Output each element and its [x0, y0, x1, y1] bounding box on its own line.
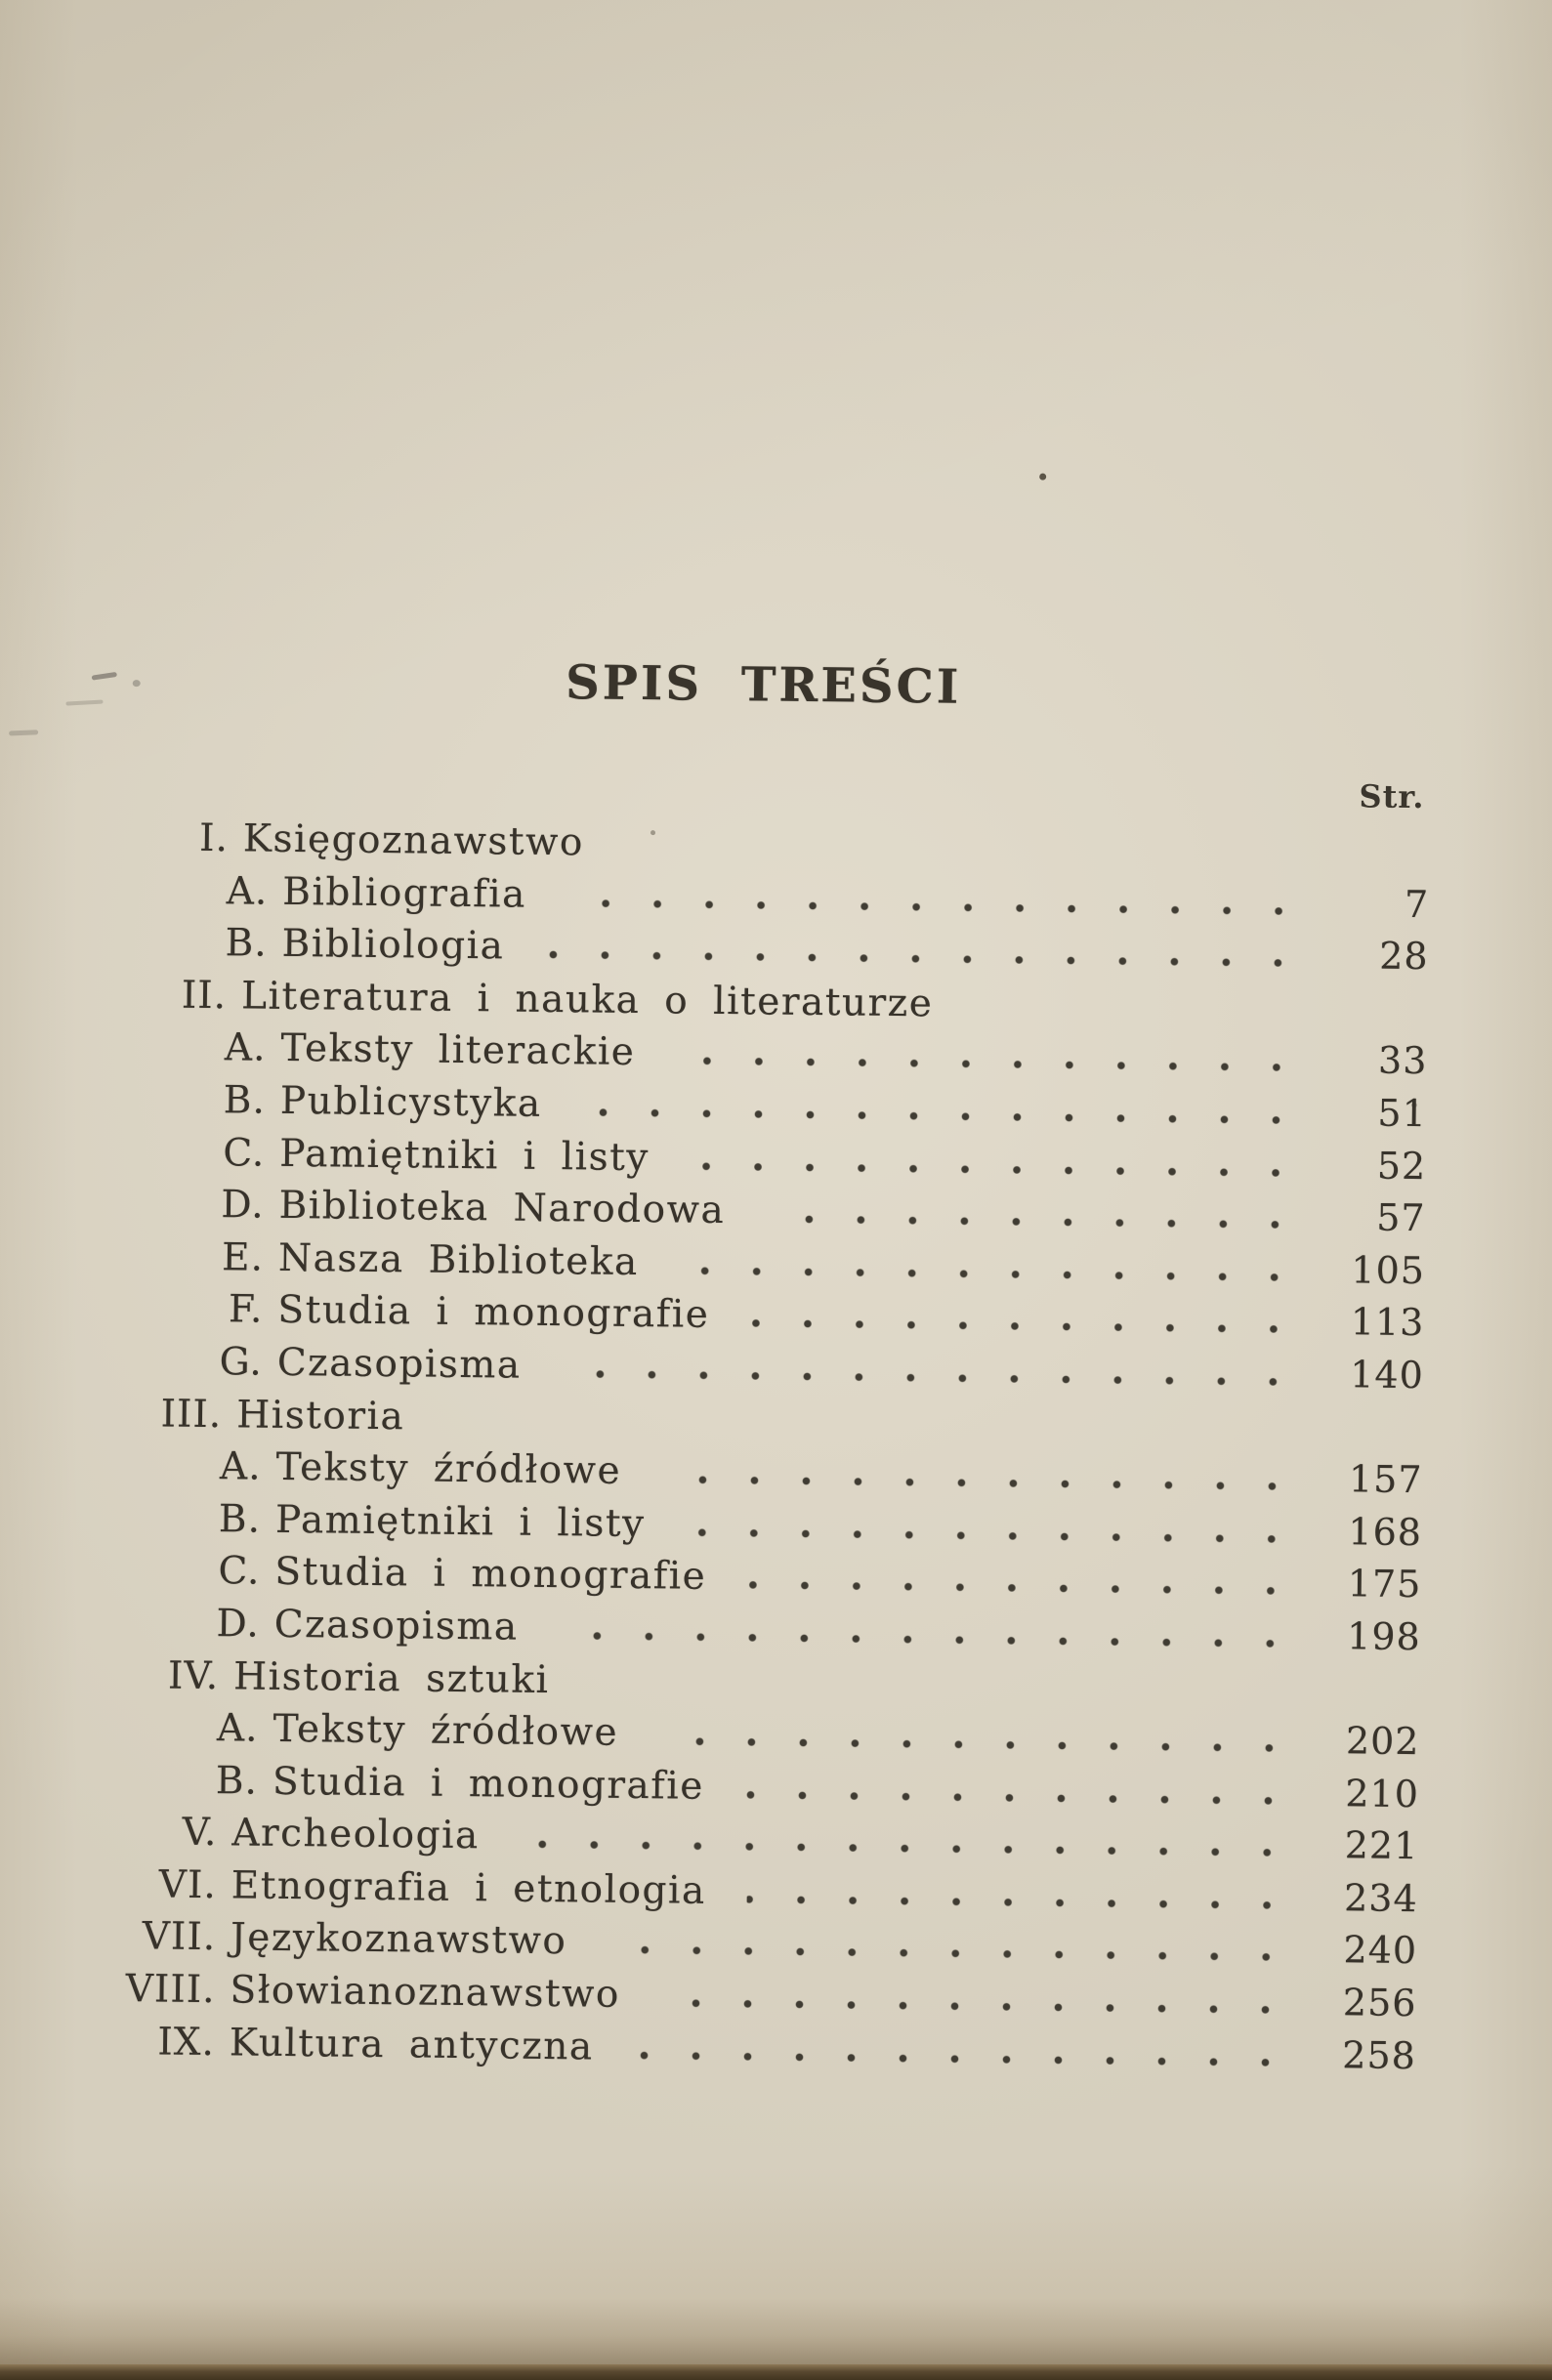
page-bottom-shadow [0, 2298, 1552, 2366]
dot-leader [563, 1369, 1299, 1387]
dot-leader [747, 1581, 1296, 1596]
toc-entry-label: Czasopisma [273, 1602, 519, 1649]
toc-entry-label: Historia sztuki [232, 1653, 550, 1702]
toc-entry-numeral: A. [226, 868, 269, 914]
toc-entry-label: Kultura antyczna [229, 2020, 594, 2069]
toc-entry-page-number: 7 [1404, 882, 1430, 926]
toc-list [47, 817, 1431, 2089]
toc-entry-label: Czasopisma [276, 1340, 522, 1388]
toc-entry-label: Historia [235, 1392, 405, 1439]
dot-leader [635, 2051, 1291, 2067]
toc-entry-numeral: II. [181, 973, 228, 1019]
toc-entry-label: Etnografia i etnologia [231, 1863, 707, 1913]
toc-entry-numeral: A. [219, 1444, 262, 1489]
toc-entry-label: Archeologia [231, 1811, 481, 1858]
toc-entry-numeral: IX. [157, 2020, 216, 2065]
toc-entry-numeral: E. [221, 1234, 265, 1280]
book-bottom-edge [0, 2364, 1552, 2380]
toc-entry-label: Teksty źródłowe [275, 1444, 622, 1493]
dot-leader [691, 1161, 1301, 1177]
toc-entry-page-number: 256 [1342, 1981, 1417, 2025]
toc-entry-label: Słowianoznawstwo [230, 1968, 621, 2017]
toc-entry-label: Literatura i nauka o literaturze [240, 974, 934, 1026]
toc-entry-numeral: VII. [142, 1914, 217, 1960]
dot-leader [567, 898, 1305, 916]
toc-entry-page-number: 221 [1344, 1823, 1419, 1868]
toc-entry-label: Nasza Biblioteka [277, 1235, 640, 1284]
page-title: SPIS TREŚCI [565, 655, 962, 715]
toc-entry-numeral: A. [224, 1025, 267, 1071]
toc-entry-page-number: 33 [1377, 1038, 1428, 1083]
toc-entry-label: Studia i monografie [272, 1759, 705, 1809]
toc-entry-numeral: VI. [158, 1862, 218, 1908]
toc-entry-numeral: III. [160, 1392, 223, 1437]
dot-leader [661, 1998, 1292, 2014]
page-number-column-header: Str. [1359, 777, 1425, 816]
toc-entry-page-number: 52 [1376, 1144, 1427, 1188]
toc-entry-label: Pamiętniki i listy [279, 1131, 650, 1180]
toc-entry-numeral: B. [225, 921, 268, 966]
toc-entry-page-number: 28 [1379, 934, 1429, 979]
toc-entry-label: Biblioteka Narodowa [278, 1184, 726, 1233]
toc-entry-label: Teksty literackie [280, 1026, 636, 1075]
dot-leader [521, 1840, 1294, 1858]
toc-entry-numeral: C. [218, 1549, 261, 1594]
toc-entry-page-number: 202 [1345, 1719, 1420, 1764]
toc-entry-label: Bibliologia [281, 922, 505, 969]
toc-entry-numeral: B. [215, 1758, 259, 1804]
toc-entry-label: Studia i monografie [277, 1288, 710, 1338]
toc-entry-numeral: C. [223, 1130, 266, 1176]
toc-entry-page-number: 234 [1343, 1876, 1418, 1921]
toc-entry-page-number: 140 [1349, 1353, 1425, 1398]
dot-leader [686, 1527, 1296, 1543]
toc-entry-page-number: 105 [1351, 1248, 1426, 1292]
dot-leader [766, 1215, 1300, 1230]
toc-entry-page-number: 175 [1347, 1562, 1422, 1607]
toc-entry-numeral: B. [218, 1496, 262, 1542]
scan-speck [1039, 474, 1046, 480]
toc-entry-page-number: 113 [1350, 1300, 1425, 1345]
toc-entry-label: Księgoznawstwo [242, 816, 585, 865]
toc-entry-numeral: D. [216, 1602, 261, 1647]
toc-entry-page-number: 157 [1348, 1457, 1423, 1502]
dot-leader [747, 1895, 1293, 1909]
pencil-mark [9, 730, 38, 735]
toc-entry-page-number: 210 [1345, 1771, 1420, 1816]
dot-leader [745, 1790, 1294, 1805]
dot-leader [676, 1057, 1302, 1072]
toc-entry-numeral: G. [219, 1340, 264, 1385]
dot-leader [750, 1319, 1299, 1334]
toc-entry-label: Pamiętniki i listy [274, 1497, 646, 1546]
toc-entry-label: Publicystyka [279, 1078, 542, 1126]
toc-entry-numeral: D. [221, 1183, 265, 1228]
dot-leader [545, 950, 1303, 968]
toc-entry-page-number: 168 [1348, 1510, 1423, 1554]
toc-entry-label: Studia i monografie [274, 1550, 707, 1600]
toc-entry-page-number: 51 [1377, 1091, 1428, 1136]
toc-entry-page-number: 57 [1375, 1195, 1426, 1240]
toc-entry-numeral: VIII. [125, 1967, 216, 2013]
dot-leader [608, 1945, 1292, 1962]
toc-entry-page-number: 240 [1343, 1928, 1418, 1973]
toc-entry-label: Teksty źródłowe [273, 1706, 619, 1755]
dot-leader [680, 1266, 1300, 1281]
toc-entry-numeral: I. [198, 815, 230, 861]
toc-entry-numeral: F. [228, 1287, 264, 1333]
toc-entry-numeral: V. [182, 1811, 218, 1856]
toc-entry-label: Bibliografia [282, 869, 527, 917]
toc-entry-numeral: B. [223, 1078, 267, 1123]
dot-leader [559, 1631, 1295, 1649]
dot-leader [662, 1475, 1298, 1490]
toc-entry-label: Językoznawstwo [230, 1915, 567, 1964]
toc-entry-page-number: 258 [1342, 2032, 1417, 2077]
toc-entry-numeral: A. [216, 1706, 259, 1751]
toc-entry-numeral: IV. [167, 1653, 220, 1698]
dot-leader [582, 1107, 1301, 1124]
toc-entry-page-number: 198 [1346, 1614, 1421, 1659]
dot-leader [659, 1736, 1295, 1752]
